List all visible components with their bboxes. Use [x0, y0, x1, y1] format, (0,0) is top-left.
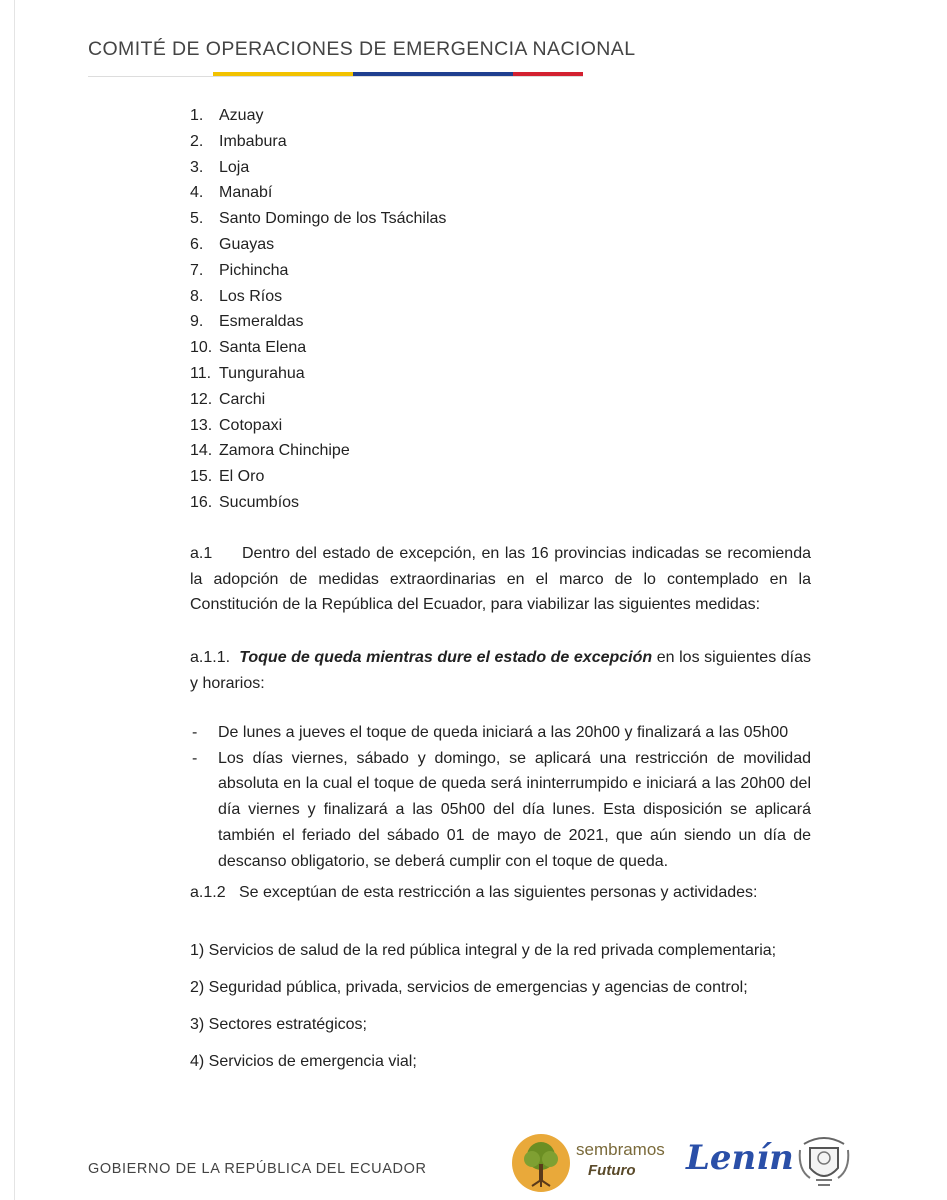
list-item: 14. Zamora Chinchipe — [190, 442, 350, 460]
exception-item: 3) Sectores estratégicos; — [190, 1016, 367, 1033]
exception-item: 2) Seguridad pública, privada, servicios de emergencias y agencias de control; — [190, 979, 748, 996]
exception-item: 4) Servicios de emergencia vial; — [190, 1053, 417, 1070]
list-item: - De lunes a jueves el toque de queda iniciará a las 20h00 y finalizará a las 05h00 — [192, 724, 789, 741]
list-item: 1. Azuay — [190, 107, 264, 124]
list-item: 3. Loja — [190, 158, 250, 176]
header-divider — [88, 76, 583, 77]
list-item: 16. Sucumbíos — [190, 493, 300, 511]
list-item: 2. Imbabura — [190, 132, 287, 150]
exception-item: 1) Servicios de salud de la red pública integral y de la red privada complementaria; — [190, 942, 777, 959]
section-a12-paragraph: a.1.2 Se exceptúan de esta restricción a las siguientes personas y actividades: — [190, 884, 758, 901]
list-item: - Los días viernes, sábado y domingo, se aplicará una restricción de movilidad absoluta en la cual el toque de queda será ininterrumpido e iniciará a las 20h00 del día viernes y finalizará a las 05h00 del día lunes. Esta disposición se aplicará también el feriado del sábado 01 de mayo de 2021, que aún siendo un día de descanso obligatorio, se deberá cumplir con el toque de queda. — [192, 749, 811, 870]
province-list — [190, 103, 446, 516]
coat-of-arms-icon — [796, 1130, 852, 1192]
curfew-list — [190, 720, 811, 874]
footer-government: GOBIERNO DE LA REPÚBLICA DEL ECUADOR — [88, 1161, 427, 1177]
list-item: 6. Guayas — [190, 235, 275, 253]
tree-icon — [512, 1134, 570, 1192]
list-item: 15. El Oro — [190, 468, 265, 486]
curfew-emphasis: Toque de queda mientras dure el estado de excepción — [239, 649, 653, 666]
lenin-logo: Lenín — [686, 1138, 794, 1178]
list-item: 5. Santo Domingo de los Tsáchilas — [190, 210, 447, 228]
list-item: 12. Carchi — [190, 390, 266, 408]
section-a11-paragraph: a.1.1. Toque de queda mientras dure el estado de excepción en los siguientes días y horarios: — [190, 649, 812, 692]
header-title: COMITÉ DE OPERACIONES DE EMERGENCIA NACIONAL — [88, 38, 636, 60]
section-a1-paragraph: a.1 Dentro del estado de excepción, en las 16 provincias indicadas se recomienda la adopción de medidas extraordinarias en el marco de lo contemplado en la Constitución de la República del Ecuador, para viabilizar las siguientes medidas: — [190, 545, 811, 614]
sembramos-futuro-logo: sembramos Futuro — [512, 1134, 677, 1192]
list-item: 11. Tungurahua — [190, 364, 305, 382]
list-item: 9. Esmeraldas — [190, 313, 304, 331]
list-item: 10. Santa Elena — [190, 339, 307, 357]
list-item: 13. Cotopaxi — [190, 416, 283, 434]
list-item: 8. Los Ríos — [190, 287, 283, 305]
list-item: 7. Pichincha — [190, 261, 289, 279]
list-item: 4. Manabí — [190, 184, 273, 202]
